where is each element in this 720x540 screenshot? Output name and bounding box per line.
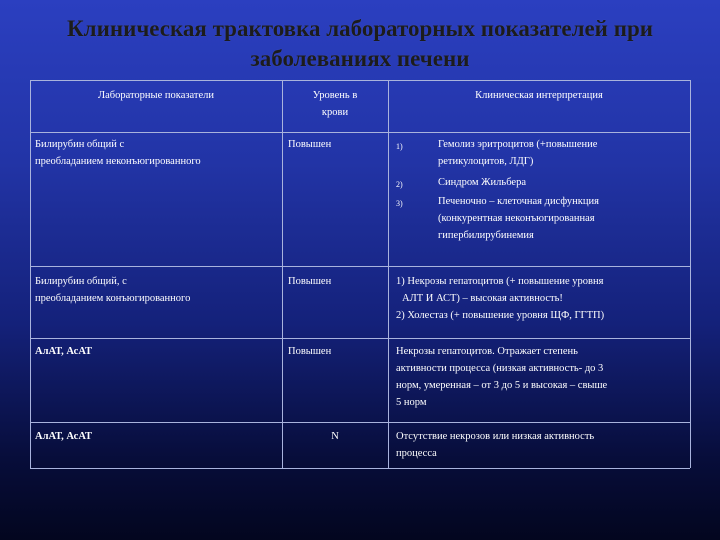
row-4-interp-line-2: процесса: [396, 448, 437, 459]
row-1-item-1: [438, 136, 688, 170]
header-indicators: Лабораторные показатели: [97, 90, 215, 101]
row-3-interp-line-3: норм, умеренная – от 3 до 5 и высокая – свыше: [396, 380, 608, 391]
row-3-level: Повышен: [288, 346, 332, 357]
row-1-item-3-line-1: Печеночно – клеточная дисфункция: [438, 196, 599, 207]
table-border-bottom: [30, 468, 690, 469]
table-divider-row-1: [30, 266, 690, 267]
table-border-right: [690, 80, 691, 468]
row-4-interp-line-1: Отсутствие некрозов или низкая активность: [396, 431, 595, 442]
row-1-indicator-line-2: преобладанием неконъюгированного: [35, 156, 201, 167]
row-2-interp-line-1: 1) Некрозы гепатоцитов (+ повышение уровня: [396, 276, 604, 287]
row-2-interp-line-3: 2) Холестаз (+ повышение уровня ЩФ, ГГТП): [396, 310, 605, 321]
row-1-item-2-number: 2): [396, 180, 403, 189]
slide-title-line-1: Клиническая трактовка лабораторных показателей при: [67, 16, 653, 41]
row-4-indicator: АлАТ, АсАТ: [35, 431, 92, 442]
row-1-indicator: [35, 136, 280, 170]
row-3-interpretation: [396, 343, 688, 411]
row-2-interp-line-2: АЛТ И АСТ) – высокая активность!: [402, 293, 563, 304]
row-1-item-3-line-3: гипербилирубинемия: [438, 230, 534, 241]
row-1-item-1-line-2: ретикулоцитов, ЛДГ): [438, 156, 534, 167]
header-blood-level-line-1: Уровень в: [312, 90, 358, 101]
row-1-indicator-line-1: Билирубин общий с: [35, 139, 125, 150]
row-2-indicator-line-2: преобладанием конъюгированного: [35, 293, 191, 304]
row-1-item-3-line-2: (конкурентная неконъюгированная: [438, 213, 595, 224]
row-2-indicator-line-1: Билирубин общий, с: [35, 276, 127, 287]
row-1-item-1-number: 1): [396, 142, 403, 151]
slide-title-line-2: заболеваниях печени: [250, 46, 470, 71]
row-3-interp-line-4: 5 норм: [396, 397, 427, 408]
table-divider-row-2: [30, 338, 690, 339]
row-1-item-3: [438, 193, 688, 244]
row-1-item-3-number: 3): [396, 199, 403, 208]
row-1-item-2: Синдром Жильбера: [438, 177, 526, 188]
row-3-interp-line-2: активности процесса (низкая активность- до 3: [396, 363, 604, 374]
row-2-indicator: [35, 273, 280, 307]
header-blood-level-line-2: крови: [321, 107, 349, 118]
row-3-indicator: АлАТ, АсАТ: [35, 346, 92, 357]
row-4-level: N: [331, 431, 339, 442]
row-2-level: Повышен: [288, 276, 332, 287]
table-divider-row-3: [30, 422, 690, 423]
row-1-item-1-line-1: Гемолиз эритроцитов (+повышение: [438, 139, 598, 150]
header-interpretation: Клиническая интерпретация: [475, 90, 603, 101]
row-4-interpretation: [396, 428, 688, 462]
header-blood-level: [282, 87, 388, 121]
table-divider-col-1: [282, 80, 283, 468]
row-1-level: Повышен: [288, 139, 332, 150]
row-3-interp-line-1: Некрозы гепатоцитов. Отражает степень: [396, 346, 578, 357]
table-divider-header: [30, 132, 690, 133]
lab-table: [30, 80, 690, 468]
table-border-top: [30, 80, 690, 81]
table-border-left: [30, 80, 31, 468]
slide-title: [0, 14, 720, 74]
table-divider-col-2: [388, 80, 389, 468]
row-2-interpretation: [396, 273, 688, 324]
